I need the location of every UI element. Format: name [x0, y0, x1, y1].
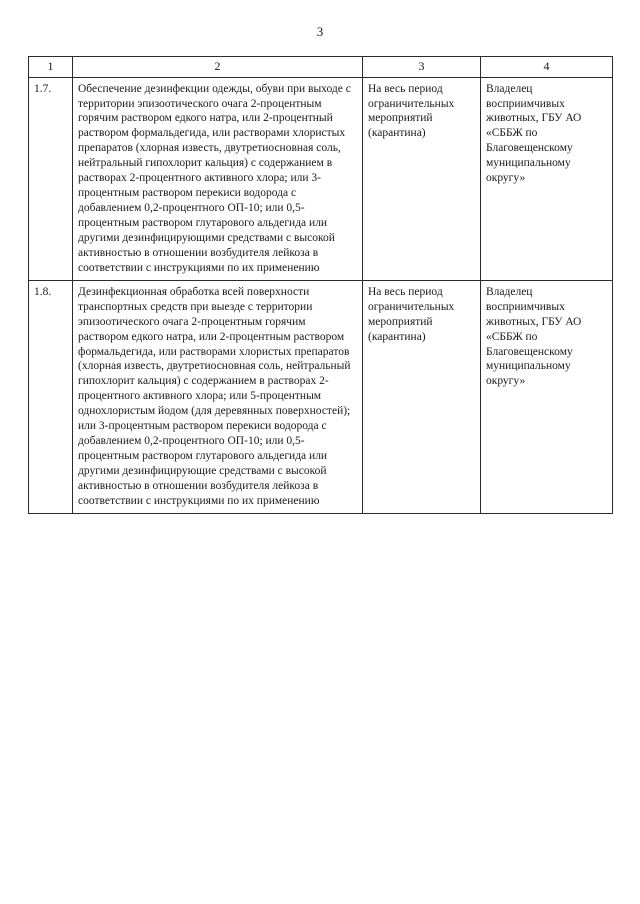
table-header-row [29, 57, 613, 78]
responsible-text: Владелец восприимчивых животных, ГБУ АО «СББЖ по Благовещенскому муниципальному округу» [481, 280, 613, 513]
page-number: 3 [316, 24, 324, 39]
column-header-period: 3 [363, 57, 481, 78]
column-header-number: 1 [29, 57, 73, 78]
column-header-measure: 2 [73, 57, 363, 78]
period-text: На весь период ограничительных мероприятий (карантина) [363, 280, 481, 513]
column-header-responsible: 4 [481, 57, 613, 78]
row-number: 1.8. [29, 280, 73, 513]
row-number: 1.7. [29, 77, 73, 280]
table-row [29, 77, 613, 280]
measures-table [28, 56, 613, 514]
responsible-text: Владелец восприимчивых животных, ГБУ АО «СББЖ по Благовещенскому муниципальному округу» [481, 77, 613, 280]
period-text: На весь период ограничительных мероприятий (карантина) [363, 77, 481, 280]
measure-text: Обеспечение дезинфекции одежды, обуви при выходе с территории эпизоотического очага 2-процентным горячим раствором едкого натра, или 2-процентный раствором формальдегида, или растворами хлористых препаратов (хлорная известь, двутретиосновная соль, нейтральный гипохлорит кальция) с содержанием в растворах 2-процентного активного хлора; или 3-процентным раствором перекиси водорода с добавлением 0,2-процентного ОП-10; или 0,5-процентным раствором глутарового альдегида или другими дезинфицирующими средствами с высокой активностью в отношении возбудителя лейкоза в соответствии с инструкциями по их применению [73, 77, 363, 280]
table-row [29, 280, 613, 513]
measure-text: Дезинфекционная обработка всей поверхности транспортных средств при выезде с территории эпизоотического очага 2-процентным горячим раствором едкого натра, или 2-процентным раствором формальдегида, или растворами хлористых препаратов (хлорная известь, двутретиосновная соль, нейтральный гипохлорит кальция) с содержанием в растворах 2-процентного активного хлора; или 5-процентным однохлористым йодом (для деревянных поверхностей); или 3-процентным раствором перекиси водорода с добавлением 0,2-процентного ОП-10; или 0,5-процентным раствором глутарового альдегида или другими дезинфицирующие средствами с высокой активностью в отношении возбудителя лейкоза в соответствии с инструкциями по их применению [73, 280, 363, 513]
